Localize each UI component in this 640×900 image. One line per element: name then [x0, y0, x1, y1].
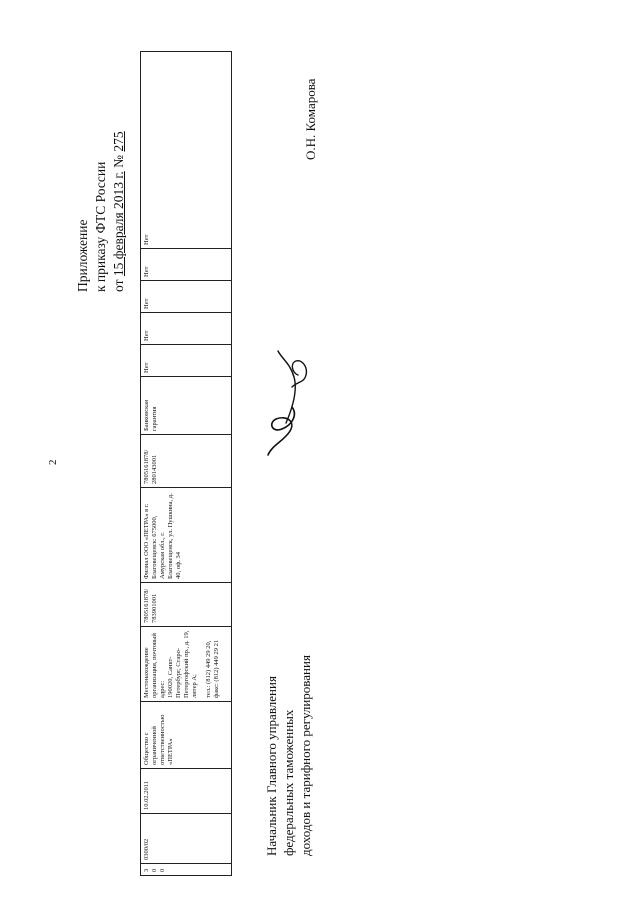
- register-table: [140, 51, 232, 876]
- signatory-title: [263, 655, 314, 856]
- cell-branch-inn-kpp: 7805161878/ 280143001: [141, 435, 232, 488]
- handwritten-signature: [262, 345, 312, 463]
- signatory-name: О.Н. Комарова: [303, 78, 318, 160]
- cell-reg-number: 0300/02: [141, 814, 232, 864]
- cell-address: [141, 627, 232, 702]
- table-row: [141, 52, 232, 876]
- cell-flag-5: Нет: [141, 52, 232, 249]
- signatory-title-line1: Начальник Главного управления: [264, 676, 279, 856]
- number-prefix: №: [111, 154, 126, 168]
- date-prefix: от: [111, 279, 126, 292]
- cell-date: 10.02.2011: [141, 769, 232, 814]
- page-number: 2: [47, 459, 59, 465]
- appendix-date-line: [110, 131, 128, 292]
- cell-guarantee: Банковская гарантия: [141, 377, 232, 435]
- cell-flag-4: Нет: [141, 249, 232, 281]
- cell-inn-kpp: 7805161878/ 783901001: [141, 583, 232, 627]
- phone-text: тел.: (812) 449 29 20,: [205, 640, 212, 698]
- address-text: 190020, Санкт-Петербург, Старо-Петергофский пр., д. 19, литер А;: [167, 630, 198, 698]
- address-label: Местонахождение организации, почтовый адрес:: [143, 633, 166, 698]
- cell-branch: Филиал ООО «ПЕТРА» в г. Благовещенск: 675000, Амурская обл., г. Благовещенск, ул. Пушкина, д. 40, оф. 34: [141, 488, 232, 583]
- appendix-title: Приложение: [75, 219, 90, 292]
- cell-org-name: Общество с ограниченной ответственностью «ПЕТРА»: [141, 702, 232, 769]
- fax-text: факс: (812) 449 29 21: [213, 639, 220, 698]
- cell-flag-3: Нет: [141, 281, 232, 313]
- cell-flag-2: Нет: [141, 313, 232, 345]
- signatory-title-line2: федеральных таможенных: [281, 709, 296, 856]
- order-date: 15 февраля 2013 г.: [111, 171, 126, 277]
- cell-flag-1: Нет: [141, 345, 232, 377]
- appendix-header: [74, 131, 128, 292]
- signatory-title-line3: доходов и тарифного регулирования: [298, 655, 313, 856]
- order-number: 275: [111, 131, 126, 152]
- cell-row-number: 300: [141, 864, 232, 876]
- appendix-order-ref: к приказу ФТС России: [93, 161, 108, 292]
